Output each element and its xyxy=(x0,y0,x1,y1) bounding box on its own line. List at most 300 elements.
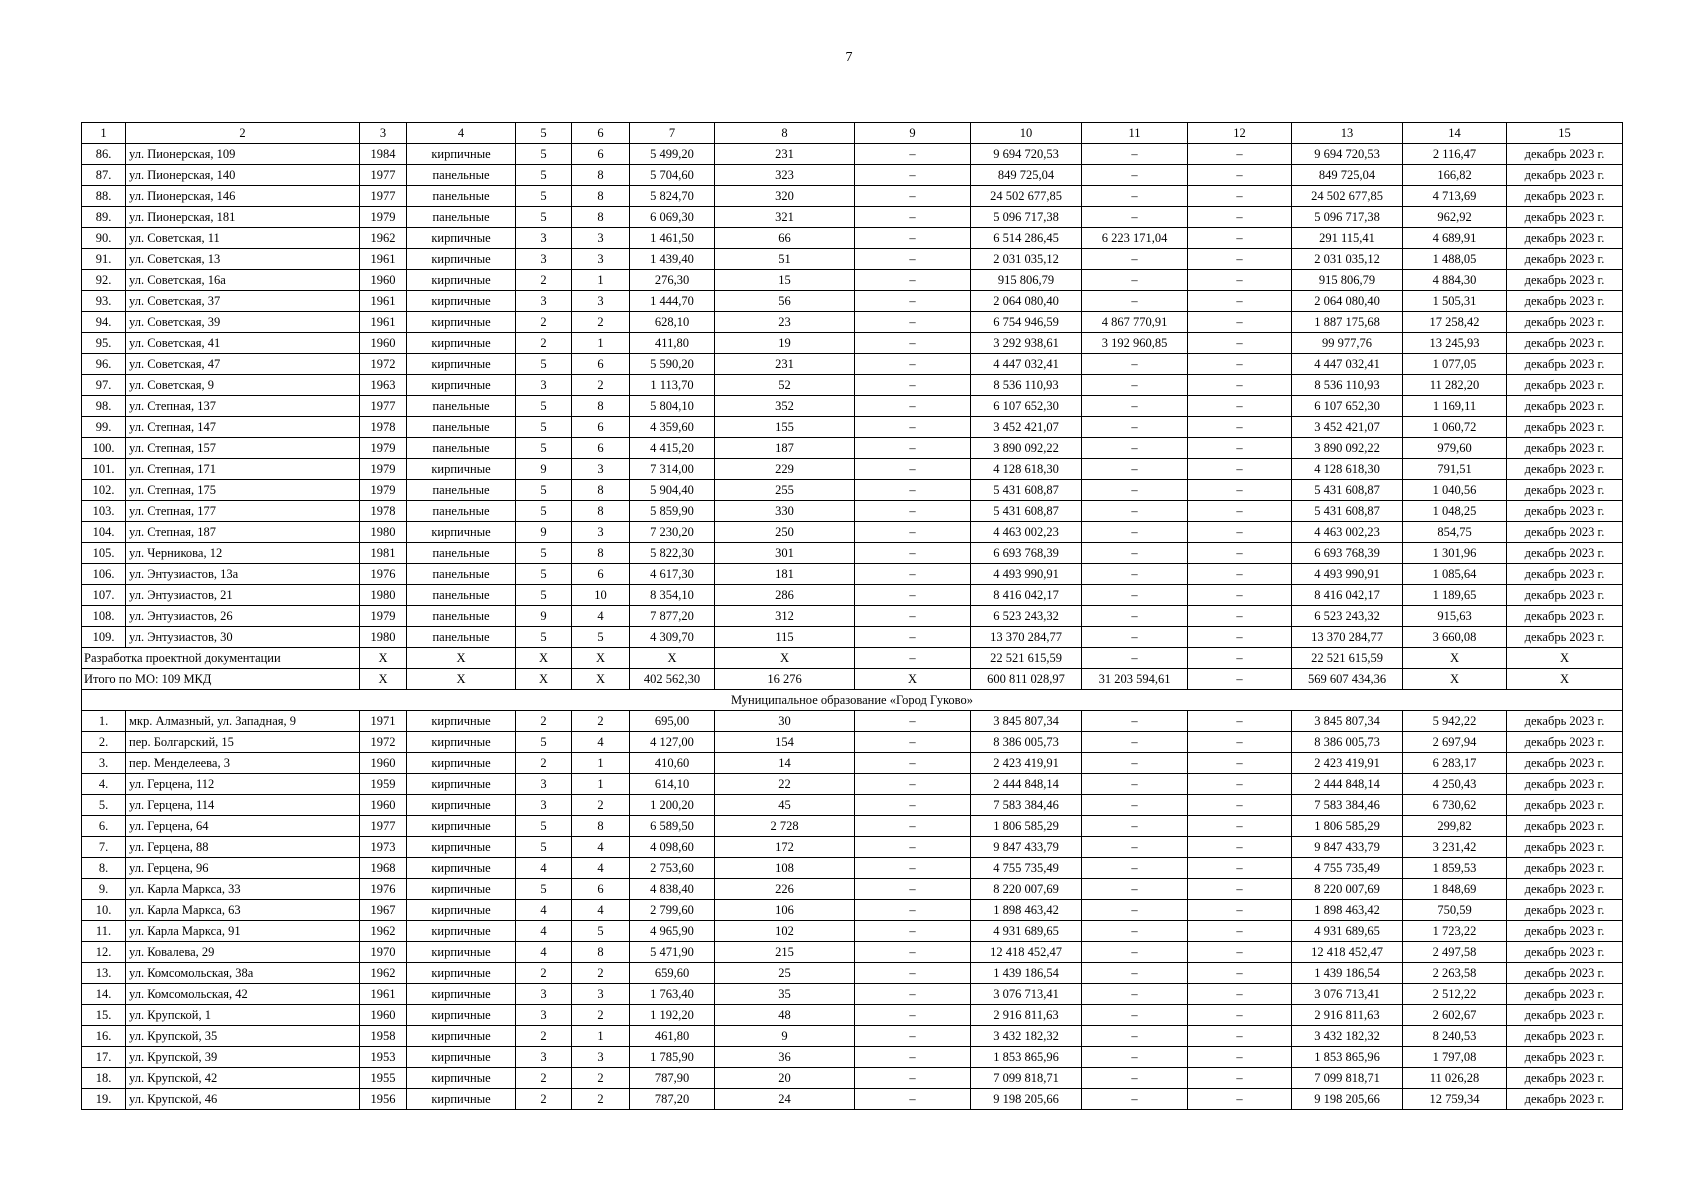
address-cell: ул. Степная, 157 xyxy=(126,438,360,459)
table-cell: 181 xyxy=(715,564,855,585)
table-cell: кирпичные xyxy=(407,1068,516,1089)
table-cell: 4 867 770,91 xyxy=(1082,312,1188,333)
table-cell: – xyxy=(1188,459,1292,480)
table-cell: 6 523 243,32 xyxy=(1292,606,1403,627)
table-cell: 11 026,28 xyxy=(1403,1068,1507,1089)
table-cell: 4 493 990,91 xyxy=(971,564,1082,585)
table-cell: 1 785,90 xyxy=(630,1047,715,1068)
address-cell: ул. Степная, 175 xyxy=(126,480,360,501)
row-number: 105. xyxy=(82,543,126,564)
table-cell: 3 xyxy=(516,291,572,312)
table-cell: декабрь 2023 г. xyxy=(1507,984,1623,1005)
table-cell: 2 031 035,12 xyxy=(1292,249,1403,270)
row-number: 106. xyxy=(82,564,126,585)
table-row xyxy=(82,732,1623,753)
table-cell: 6 107 652,30 xyxy=(1292,396,1403,417)
table-cell: панельные xyxy=(407,396,516,417)
table-cell: 166,82 xyxy=(1403,165,1507,186)
table-cell: 2 444 848,14 xyxy=(971,774,1082,795)
table-cell: 6 223 171,04 xyxy=(1082,228,1188,249)
table-cell: – xyxy=(1188,606,1292,627)
table-cell: – xyxy=(855,354,971,375)
table-row xyxy=(82,1005,1623,1026)
summary-label: Итого по МО: 109 МКД xyxy=(82,669,360,690)
table-cell: 2 263,58 xyxy=(1403,963,1507,984)
table-cell: – xyxy=(1188,879,1292,900)
table-cell: 276,30 xyxy=(630,270,715,291)
table-cell: кирпичные xyxy=(407,921,516,942)
table-cell: 1976 xyxy=(360,564,407,585)
table-cell: – xyxy=(855,774,971,795)
table-cell: – xyxy=(1188,354,1292,375)
table-cell: кирпичные xyxy=(407,816,516,837)
table-cell: 3 292 938,61 xyxy=(971,333,1082,354)
table-cell: – xyxy=(1188,942,1292,963)
table-cell: – xyxy=(1188,648,1292,669)
table-cell: 3 xyxy=(516,375,572,396)
table-cell: кирпичные xyxy=(407,144,516,165)
table-cell: X xyxy=(360,669,407,690)
table-cell: 1 444,70 xyxy=(630,291,715,312)
table-row xyxy=(82,711,1623,732)
table-cell: – xyxy=(1188,963,1292,984)
table-cell: 1971 xyxy=(360,711,407,732)
table-cell: – xyxy=(1082,774,1188,795)
table-cell: 8 354,10 xyxy=(630,585,715,606)
table-cell: 6 xyxy=(572,879,630,900)
table-cell: X xyxy=(516,648,572,669)
table-cell: 14 xyxy=(715,753,855,774)
table-cell: 5 096 717,38 xyxy=(971,207,1082,228)
address-cell: ул. Советская, 41 xyxy=(126,333,360,354)
table-cell: 1 xyxy=(572,1026,630,1047)
table-cell: декабрь 2023 г. xyxy=(1507,1068,1623,1089)
table-cell: – xyxy=(855,1068,971,1089)
table-cell: – xyxy=(855,879,971,900)
table-cell: 5 xyxy=(516,438,572,459)
row-number: 2. xyxy=(82,732,126,753)
table-cell: X xyxy=(630,648,715,669)
table-cell: 5 xyxy=(516,165,572,186)
table-cell: 9 847 433,79 xyxy=(1292,837,1403,858)
table-cell: – xyxy=(1188,774,1292,795)
table-cell: кирпичные xyxy=(407,732,516,753)
table-cell: 4 755 735,49 xyxy=(971,858,1082,879)
table-cell: – xyxy=(1082,900,1188,921)
table-cell: декабрь 2023 г. xyxy=(1507,1089,1623,1110)
table-cell: 6 xyxy=(572,354,630,375)
table-cell: 13 370 284,77 xyxy=(1292,627,1403,648)
table-cell: декабрь 2023 г. xyxy=(1507,396,1623,417)
address-cell: ул. Черникова, 12 xyxy=(126,543,360,564)
table-row xyxy=(82,1068,1623,1089)
address-cell: ул. Советская, 13 xyxy=(126,249,360,270)
table-cell: – xyxy=(1082,375,1188,396)
table-cell: 66 xyxy=(715,228,855,249)
table-cell: 750,59 xyxy=(1403,900,1507,921)
table-cell: 9 xyxy=(516,459,572,480)
table-cell: 4 309,70 xyxy=(630,627,715,648)
table-cell: – xyxy=(855,501,971,522)
table-cell: – xyxy=(855,396,971,417)
table-cell: 6 523 243,32 xyxy=(971,606,1082,627)
row-number: 4. xyxy=(82,774,126,795)
table-cell: декабрь 2023 г. xyxy=(1507,879,1623,900)
address-cell: ул. Комсомольская, 42 xyxy=(126,984,360,1005)
table-cell: 5 859,90 xyxy=(630,501,715,522)
address-cell: ул. Советская, 47 xyxy=(126,354,360,375)
table-row xyxy=(82,1089,1623,1110)
table-cell: 4 617,30 xyxy=(630,564,715,585)
table-cell: X xyxy=(1507,669,1623,690)
address-cell: ул. Пионерская, 181 xyxy=(126,207,360,228)
table-row xyxy=(82,1047,1623,1068)
table-cell: 13 370 284,77 xyxy=(971,627,1082,648)
table-cell: 2 799,60 xyxy=(630,900,715,921)
table-cell: – xyxy=(1082,1026,1188,1047)
table-cell: 1 200,20 xyxy=(630,795,715,816)
table-cell: 6 xyxy=(572,417,630,438)
section-a-rows xyxy=(82,144,1623,648)
table-cell: 3 xyxy=(516,1005,572,1026)
table-cell: – xyxy=(1188,669,1292,690)
table-cell: 5 xyxy=(516,543,572,564)
table-cell: – xyxy=(855,522,971,543)
table-cell: панельные xyxy=(407,501,516,522)
table-cell: 4 xyxy=(516,921,572,942)
table-row xyxy=(82,984,1623,1005)
table-cell: 4 xyxy=(572,732,630,753)
row-number: 104. xyxy=(82,522,126,543)
table-cell: декабрь 2023 г. xyxy=(1507,1005,1623,1026)
table-cell: кирпичные xyxy=(407,1005,516,1026)
table-row xyxy=(82,144,1623,165)
table-cell: 24 xyxy=(715,1089,855,1110)
section-title-row xyxy=(82,690,1623,711)
table-cell: 5 499,20 xyxy=(630,144,715,165)
table-cell: 4 884,30 xyxy=(1403,270,1507,291)
table-cell: – xyxy=(1082,1047,1188,1068)
table-cell: 4 493 990,91 xyxy=(1292,564,1403,585)
column-number: 7 xyxy=(630,123,715,144)
table-cell: – xyxy=(855,858,971,879)
table-cell: 2 xyxy=(572,711,630,732)
table-cell: декабрь 2023 г. xyxy=(1507,165,1623,186)
address-cell: ул. Степная, 187 xyxy=(126,522,360,543)
table-cell: панельные xyxy=(407,480,516,501)
table-cell: 1977 xyxy=(360,165,407,186)
table-cell: – xyxy=(1188,627,1292,648)
column-number: 11 xyxy=(1082,123,1188,144)
table-cell: 7 877,20 xyxy=(630,606,715,627)
table-cell: 1 806 585,29 xyxy=(971,816,1082,837)
table-cell: 4 098,60 xyxy=(630,837,715,858)
table-cell: 410,60 xyxy=(630,753,715,774)
table-cell: 45 xyxy=(715,795,855,816)
table-row xyxy=(82,753,1623,774)
table-cell: кирпичные xyxy=(407,711,516,732)
table-cell: 15 xyxy=(715,270,855,291)
table-cell: – xyxy=(855,921,971,942)
table-cell: 791,51 xyxy=(1403,459,1507,480)
table-cell: – xyxy=(855,1005,971,1026)
table-cell: – xyxy=(855,606,971,627)
table-cell: декабрь 2023 г. xyxy=(1507,942,1623,963)
row-number: 14. xyxy=(82,984,126,1005)
table-cell: 8 xyxy=(572,480,630,501)
table-cell: 6 514 286,45 xyxy=(971,228,1082,249)
table-cell: – xyxy=(855,207,971,228)
table-cell: декабрь 2023 г. xyxy=(1507,564,1623,585)
table-cell: – xyxy=(1082,1005,1188,1026)
table-row xyxy=(82,270,1623,291)
row-number: 90. xyxy=(82,228,126,249)
row-number: 101. xyxy=(82,459,126,480)
address-cell: ул. Герцена, 114 xyxy=(126,795,360,816)
table-cell: 6 283,17 xyxy=(1403,753,1507,774)
table-cell: 1980 xyxy=(360,627,407,648)
table-cell: 11 282,20 xyxy=(1403,375,1507,396)
table-cell: декабрь 2023 г. xyxy=(1507,774,1623,795)
table-cell: кирпичные xyxy=(407,984,516,1005)
table-row xyxy=(82,879,1623,900)
table-cell: 5 xyxy=(516,879,572,900)
table-cell: 321 xyxy=(715,207,855,228)
address-cell: ул. Пионерская, 146 xyxy=(126,186,360,207)
table-cell: – xyxy=(1188,396,1292,417)
table-cell: – xyxy=(1082,816,1188,837)
table-cell: кирпичные xyxy=(407,459,516,480)
table-cell: 787,90 xyxy=(630,1068,715,1089)
table-cell: – xyxy=(1188,438,1292,459)
table-cell: 25 xyxy=(715,963,855,984)
table-cell: – xyxy=(855,438,971,459)
table-cell: 5 431 608,87 xyxy=(1292,501,1403,522)
address-cell: ул. Энтузиастов, 21 xyxy=(126,585,360,606)
table-cell: – xyxy=(1082,963,1188,984)
table-cell: 4 931 689,65 xyxy=(1292,921,1403,942)
table-cell: 614,10 xyxy=(630,774,715,795)
table-cell: 1959 xyxy=(360,774,407,795)
table-cell: 2 xyxy=(516,1026,572,1047)
table-cell: 1 848,69 xyxy=(1403,879,1507,900)
column-number: 6 xyxy=(572,123,630,144)
table-cell: 695,00 xyxy=(630,711,715,732)
table-cell: декабрь 2023 г. xyxy=(1507,207,1623,228)
address-cell: ул. Энтузиастов, 26 xyxy=(126,606,360,627)
table-cell: 1 763,40 xyxy=(630,984,715,1005)
table-cell: 5 xyxy=(516,354,572,375)
table-cell: декабрь 2023 г. xyxy=(1507,144,1623,165)
table-cell: декабрь 2023 г. xyxy=(1507,585,1623,606)
table-cell: 8 416 042,17 xyxy=(971,585,1082,606)
column-number-row xyxy=(82,123,1623,144)
table-cell: 5 xyxy=(516,186,572,207)
table-cell: 2 xyxy=(572,312,630,333)
table-cell: 36 xyxy=(715,1047,855,1068)
table-cell: кирпичные xyxy=(407,774,516,795)
table-cell: 7 583 384,46 xyxy=(1292,795,1403,816)
table-cell: 5 804,10 xyxy=(630,396,715,417)
address-cell: ул. Советская, 39 xyxy=(126,312,360,333)
table-cell: 1981 xyxy=(360,543,407,564)
table-cell: 286 xyxy=(715,585,855,606)
table-cell: 1 169,11 xyxy=(1403,396,1507,417)
address-cell: ул. Карла Маркса, 91 xyxy=(126,921,360,942)
table-cell: 8 xyxy=(572,165,630,186)
table-cell: панельные xyxy=(407,606,516,627)
address-cell: ул. Энтузиастов, 13а xyxy=(126,564,360,585)
table-cell: – xyxy=(1188,165,1292,186)
table-row xyxy=(82,207,1623,228)
table-cell: – xyxy=(855,564,971,585)
address-cell: ул. Степная, 171 xyxy=(126,459,360,480)
address-cell: ул. Советская, 11 xyxy=(126,228,360,249)
table-cell: 9 694 720,53 xyxy=(1292,144,1403,165)
table-cell: – xyxy=(1188,753,1292,774)
row-number: 92. xyxy=(82,270,126,291)
table-cell: 1960 xyxy=(360,753,407,774)
table-cell: 10 xyxy=(572,585,630,606)
table-cell: 1 439 186,54 xyxy=(1292,963,1403,984)
table-cell: 51 xyxy=(715,249,855,270)
table-cell: кирпичные xyxy=(407,963,516,984)
table-row xyxy=(82,228,1623,249)
table-cell: 1979 xyxy=(360,438,407,459)
table-cell: 3 xyxy=(516,984,572,1005)
table-row xyxy=(82,1026,1623,1047)
address-cell: ул. Степная, 177 xyxy=(126,501,360,522)
address-cell: ул. Герцена, 64 xyxy=(126,816,360,837)
table-cell: – xyxy=(1082,459,1188,480)
table-cell: – xyxy=(855,312,971,333)
table-cell: 1958 xyxy=(360,1026,407,1047)
table-cell: – xyxy=(855,1047,971,1068)
column-number: 3 xyxy=(360,123,407,144)
table-cell: X xyxy=(572,669,630,690)
table-cell: 1967 xyxy=(360,900,407,921)
row-number: 98. xyxy=(82,396,126,417)
row-number: 87. xyxy=(82,165,126,186)
table-cell: 1970 xyxy=(360,942,407,963)
table-cell: 4 463 002,23 xyxy=(971,522,1082,543)
table-cell: 187 xyxy=(715,438,855,459)
table-cell: 1 505,31 xyxy=(1403,291,1507,312)
table-cell: панельные xyxy=(407,543,516,564)
table-cell: 2 xyxy=(516,1089,572,1110)
table-cell: – xyxy=(1188,228,1292,249)
address-cell: ул. Советская, 37 xyxy=(126,291,360,312)
table-cell: 5 xyxy=(516,837,572,858)
table-cell: декабрь 2023 г. xyxy=(1507,963,1623,984)
table-cell: – xyxy=(1082,795,1188,816)
table-row xyxy=(82,837,1623,858)
table-cell: – xyxy=(855,543,971,564)
table-cell: 1 797,08 xyxy=(1403,1047,1507,1068)
table-cell: – xyxy=(855,648,971,669)
table-cell: 5 xyxy=(516,627,572,648)
table-row xyxy=(82,375,1623,396)
table-cell: 172 xyxy=(715,837,855,858)
table-cell: панельные xyxy=(407,207,516,228)
table-cell: 1961 xyxy=(360,291,407,312)
table-cell: 8 386 005,73 xyxy=(1292,732,1403,753)
table-cell: 3 xyxy=(516,228,572,249)
row-number: 6. xyxy=(82,816,126,837)
column-number: 8 xyxy=(715,123,855,144)
column-number: 1 xyxy=(82,123,126,144)
table-cell: 1960 xyxy=(360,1005,407,1026)
column-number: 15 xyxy=(1507,123,1623,144)
table-cell: 2 xyxy=(516,312,572,333)
table-cell: 1961 xyxy=(360,249,407,270)
table-row xyxy=(82,165,1623,186)
table-cell: – xyxy=(1082,585,1188,606)
table-cell: декабрь 2023 г. xyxy=(1507,753,1623,774)
row-number: 103. xyxy=(82,501,126,522)
table-cell: 3 660,08 xyxy=(1403,627,1507,648)
table-cell: 5 xyxy=(516,585,572,606)
table-cell: – xyxy=(1082,879,1188,900)
table-cell: 3 890 092,22 xyxy=(971,438,1082,459)
table-cell: 2 xyxy=(516,753,572,774)
table-cell: – xyxy=(1188,900,1292,921)
table-cell: – xyxy=(1188,522,1292,543)
summary-rows xyxy=(82,648,1623,711)
table-row xyxy=(82,900,1623,921)
table-cell: 1 853 865,96 xyxy=(1292,1047,1403,1068)
table-cell: 2 xyxy=(572,1005,630,1026)
table-cell: 320 xyxy=(715,186,855,207)
table-cell: – xyxy=(855,186,971,207)
row-number: 13. xyxy=(82,963,126,984)
table-cell: 2 xyxy=(516,270,572,291)
table-cell: 1 192,20 xyxy=(630,1005,715,1026)
table-cell: декабрь 2023 г. xyxy=(1507,858,1623,879)
column-number: 5 xyxy=(516,123,572,144)
row-number: 17. xyxy=(82,1047,126,1068)
table-cell: 3 xyxy=(572,228,630,249)
table-row xyxy=(82,585,1623,606)
section-title: Муниципальное образование «Город Гуково» xyxy=(82,690,1623,711)
table-cell: – xyxy=(1082,837,1188,858)
address-cell: ул. Крупской, 39 xyxy=(126,1047,360,1068)
address-cell: ул. Пионерская, 140 xyxy=(126,165,360,186)
column-number: 14 xyxy=(1403,123,1507,144)
table-cell: – xyxy=(1188,333,1292,354)
table-cell: 16 276 xyxy=(715,669,855,690)
table-cell: 2 423 419,91 xyxy=(1292,753,1403,774)
table-cell: 12 759,34 xyxy=(1403,1089,1507,1110)
table-cell: – xyxy=(855,816,971,837)
table-cell: кирпичные xyxy=(407,753,516,774)
table-cell: – xyxy=(1082,648,1188,669)
page-number: 7 xyxy=(845,50,853,65)
table-cell: 6 693 768,39 xyxy=(971,543,1082,564)
table-cell: кирпичные xyxy=(407,333,516,354)
table-cell: – xyxy=(855,984,971,1005)
table-cell: X xyxy=(407,648,516,669)
table-cell: – xyxy=(855,963,971,984)
table-cell: декабрь 2023 г. xyxy=(1507,1047,1623,1068)
table-cell: – xyxy=(1188,312,1292,333)
address-cell: ул. Герцена, 112 xyxy=(126,774,360,795)
registry-table xyxy=(81,122,1623,1110)
table-cell: 215 xyxy=(715,942,855,963)
table-cell: X xyxy=(516,669,572,690)
table-cell: 7 230,20 xyxy=(630,522,715,543)
table-cell: 20 xyxy=(715,1068,855,1089)
